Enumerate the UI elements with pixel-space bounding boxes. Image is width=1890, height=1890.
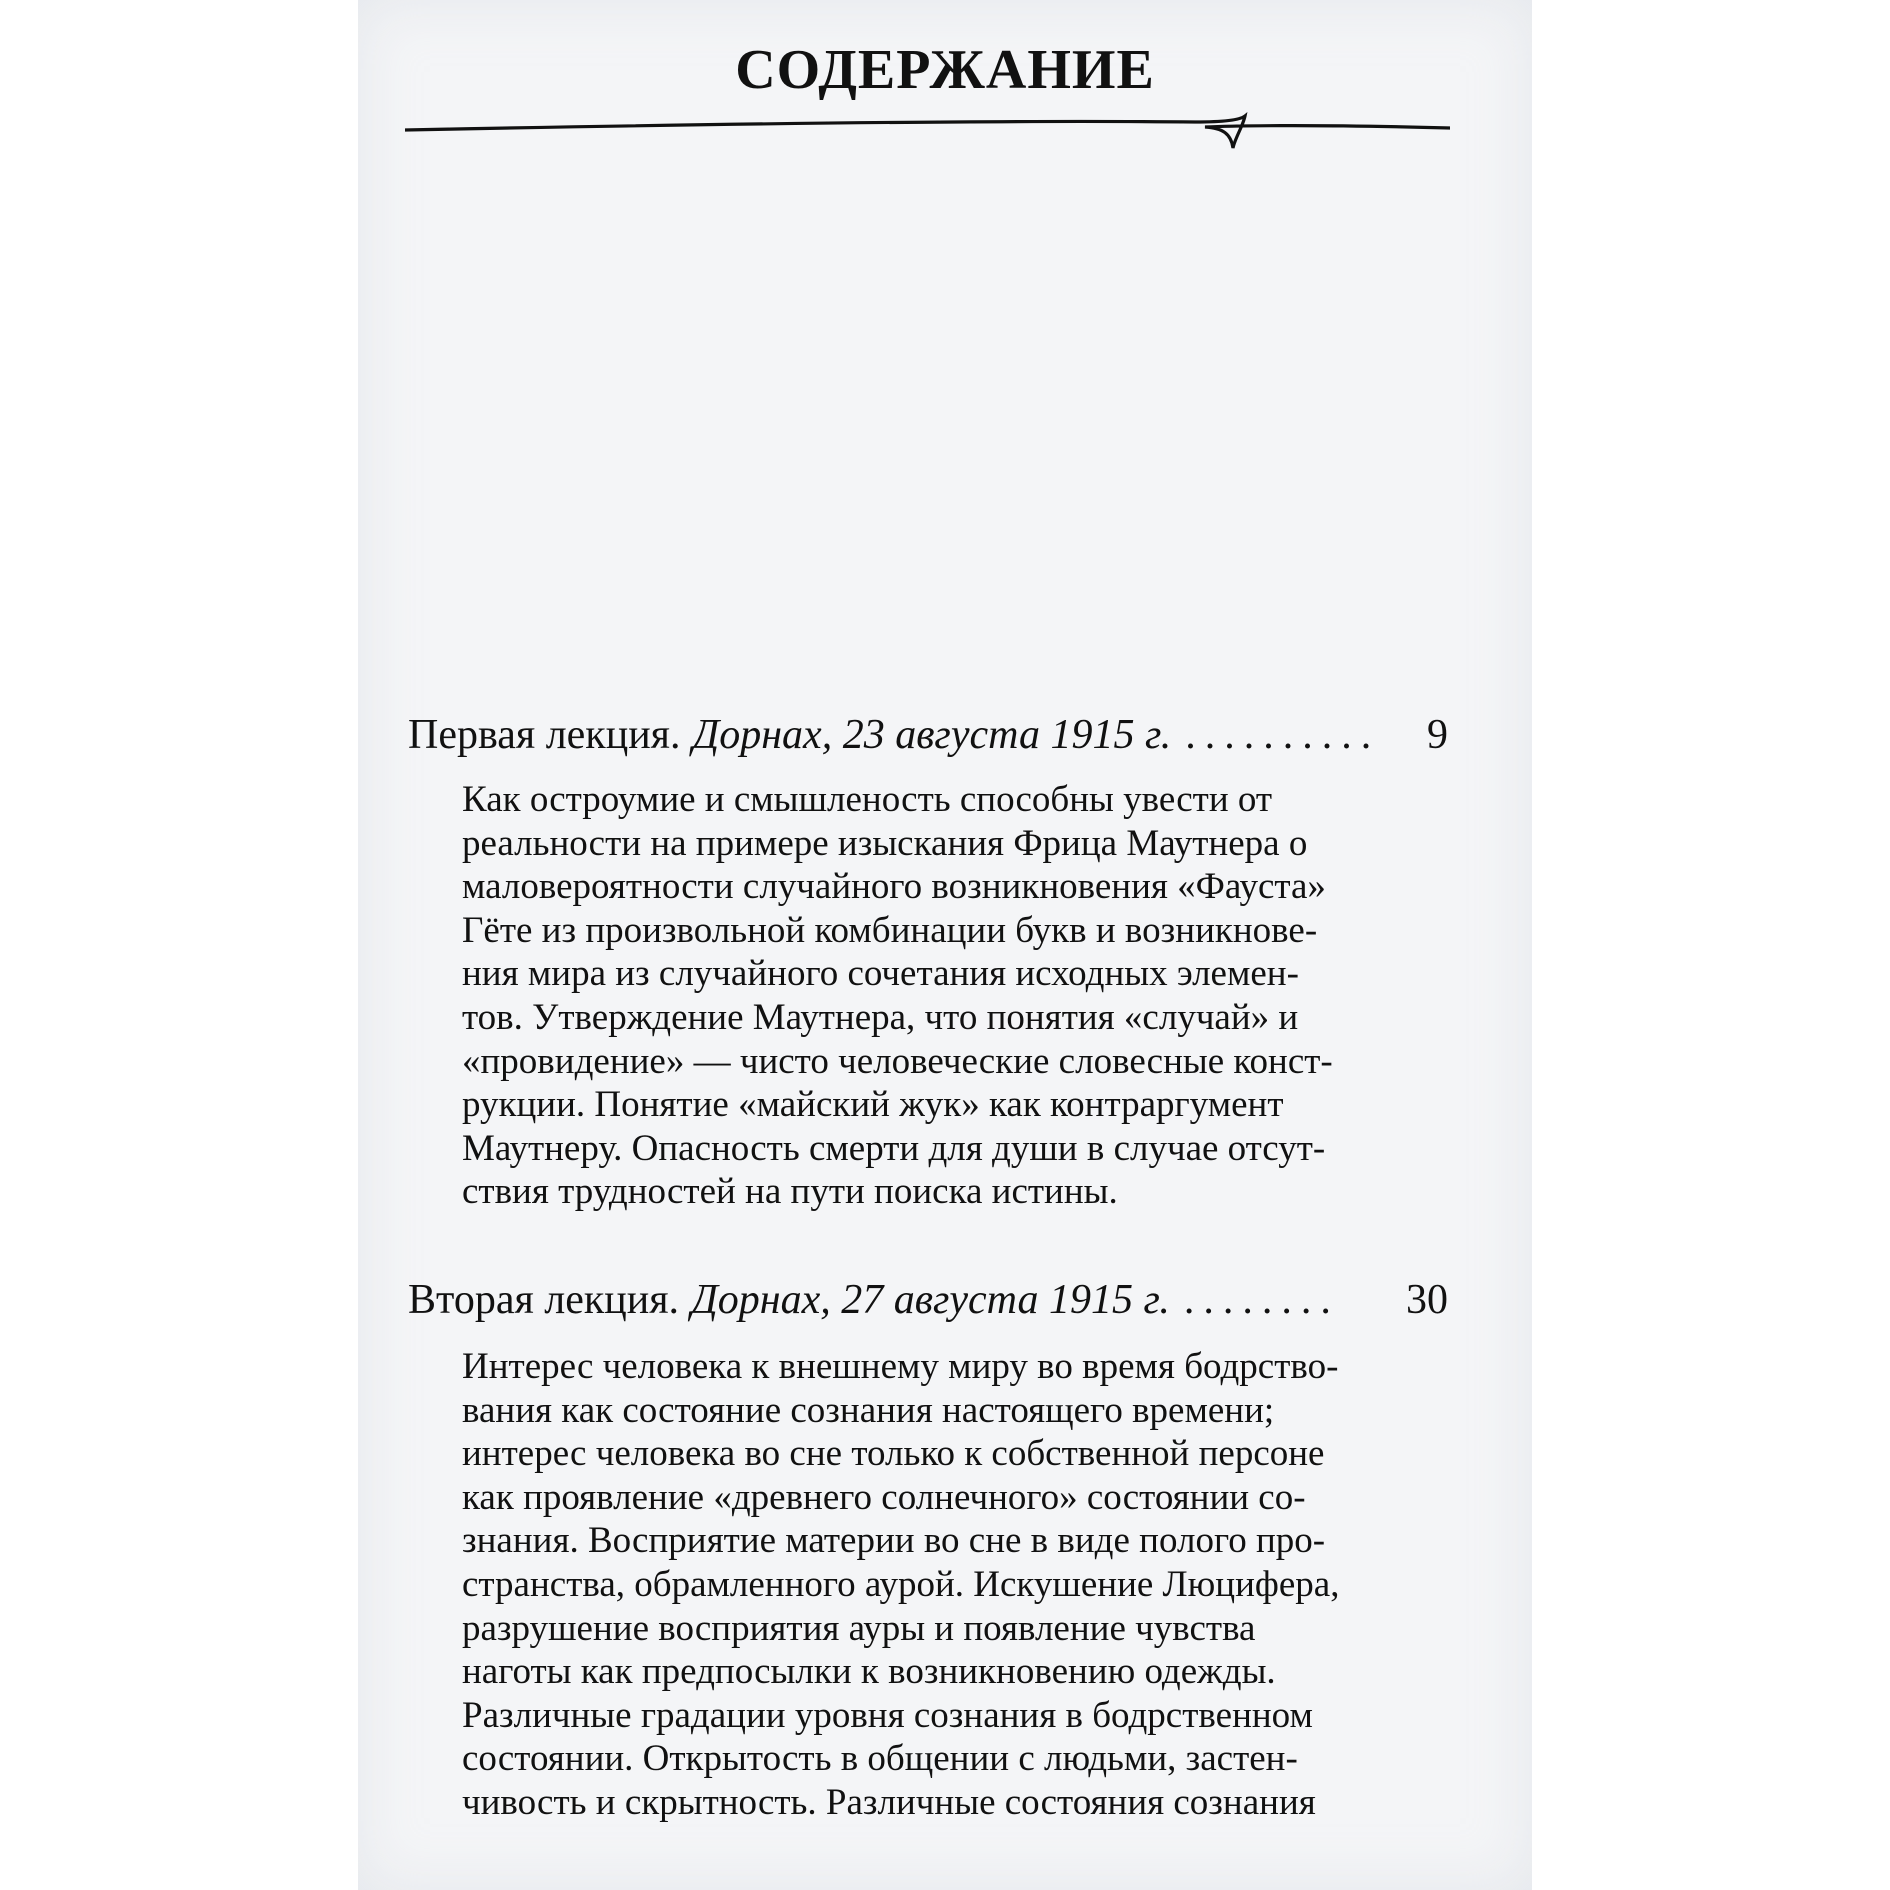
summary-line: Как остроумие и смышленость способны увести от	[462, 779, 1273, 820]
summary-line: ния мира из случайного сочетания исходных элемен-	[462, 953, 1299, 995]
summary-line: вания как состояние сознания настоящего времени;	[462, 1389, 1275, 1431]
summary-line: Маутнеру. Опасность смерти для души в случае отсут-	[462, 1127, 1326, 1169]
summary-line: реальности на примере изыскания Фрица Маутнера о	[462, 822, 1308, 864]
toc-entry-1-page-number: 9	[1427, 712, 1448, 758]
summary-line: разрушение восприятия ауры и появление чувства	[462, 1607, 1256, 1649]
summary-line: чивость и скрытность. Различные состояния сознания	[462, 1781, 1316, 1823]
summary-line: знания. Восприятие материи во сне в виде полого про-	[462, 1520, 1326, 1562]
toc-entry-2-summary	[462, 1345, 1392, 1825]
toc-entry-2-lecture: Вторая лекция.	[408, 1277, 680, 1323]
toc-entry-1-heading	[408, 710, 1448, 760]
summary-line: Различные градации уровня сознания в бодрственном	[462, 1694, 1313, 1736]
page-title: СОДЕРЖАНИЕ	[735, 39, 1155, 101]
summary-line: состоянии. Открытость в общении с людьми, застен-	[462, 1738, 1298, 1780]
summary-line: рукции. Понятие «майский жук» как контраргумент	[462, 1084, 1284, 1126]
toc-entry-2-place-date: Дорнах, 27 августа 1915 г.	[691, 1277, 1170, 1323]
toc-entry-2-heading	[408, 1275, 1448, 1325]
toc-entry-1-summary	[462, 778, 1392, 1214]
summary-line: ствия трудностей на пути поиска истины.	[462, 1171, 1118, 1213]
summary-line: как проявление «древнего солнечного» состоянии со-	[462, 1476, 1306, 1518]
summary-line: странства, обрамленного аурой. Искушение Люцифера,	[462, 1563, 1340, 1605]
summary-line: Гёте из произвольной комбинации букв и возникнове-	[462, 909, 1318, 951]
toc-entry-1-place-date: Дорнах, 23 августа 1915 г.	[692, 712, 1172, 758]
summary-line: Интерес человека к внешнему миру во время бодрство-	[462, 1346, 1339, 1387]
toc-entry-2-page-number: 30	[1406, 1277, 1448, 1323]
toc-entry-1-lecture: Первая лекция.	[408, 712, 681, 758]
summary-line: «провидение» — чисто человеческие словесные конст-	[462, 1040, 1333, 1082]
toc-entry-2-leader-dots: ........	[1183, 1277, 1340, 1323]
toc-entry-1-leader-dots: ..........	[1185, 712, 1381, 758]
summary-line: маловероятности случайного возникновения «Фауста»	[462, 866, 1326, 908]
summary-line: наготы как предпосылки к возникновению одежды.	[462, 1651, 1276, 1693]
summary-line: тов. Утверждение Маутнера, что понятия «случай» и	[462, 996, 1299, 1038]
summary-line: интерес человека во сне только к собственной персоне	[462, 1433, 1325, 1475]
title-swash-ornament	[405, 112, 1450, 156]
